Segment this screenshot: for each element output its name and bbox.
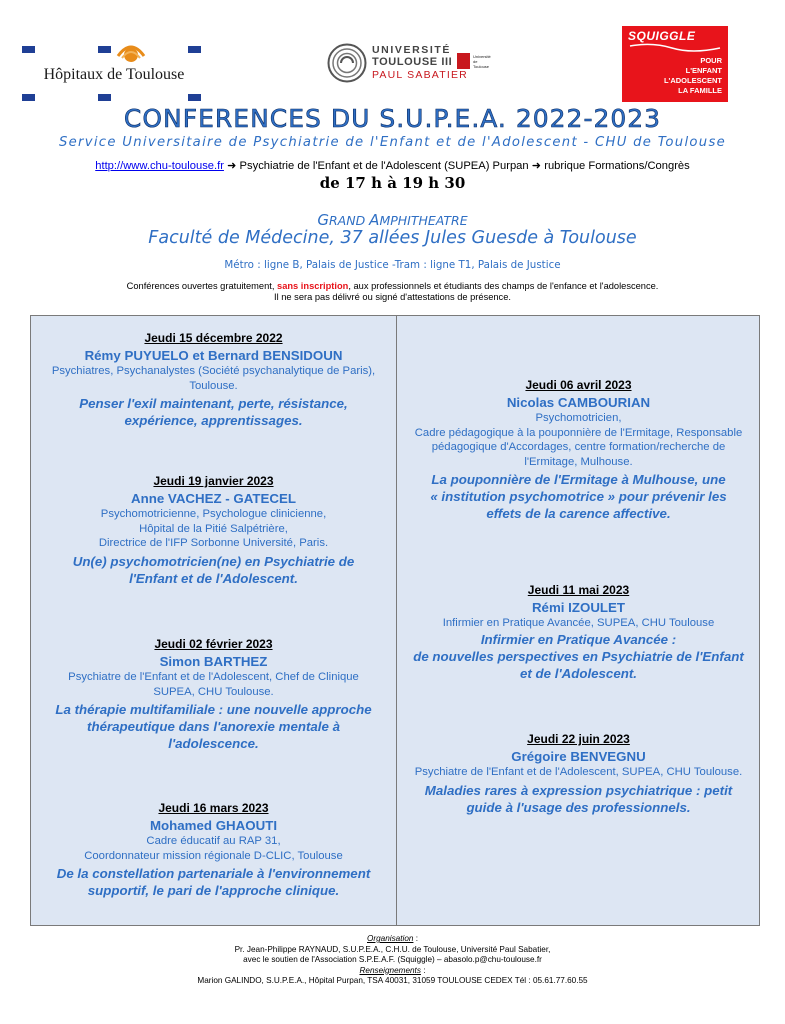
universite-line1: UNIVERSITÉ xyxy=(372,44,452,56)
event-title: et de l'Adolescent. xyxy=(520,665,637,681)
room-rest: RAND xyxy=(328,213,370,228)
university-seal-icon xyxy=(327,43,367,83)
hopitaux-logo-text: Hôpitaux de Toulouse xyxy=(43,66,185,83)
organisation-line: avec le soutien de l'Association S.P.E.A.F. (Squiggle) – abasolo.p@chu-toulouse.fr xyxy=(243,955,542,964)
event-title: Un(e) psychomotricien(ne) en Psychiatrie de xyxy=(72,553,355,569)
event-title: Penser l'exil maintenant, perte, résistance, xyxy=(79,396,348,411)
event-date: Jeudi 11 mai 2023 xyxy=(527,583,630,597)
event-speaker: Simon BARTHEZ xyxy=(159,654,268,669)
logo-square-icon xyxy=(22,46,35,53)
event-role: Psychomotricien, xyxy=(535,412,622,424)
event-role: SUPEA, CHU Toulouse. xyxy=(153,685,274,698)
hopitaux-de-toulouse-logo xyxy=(18,38,210,104)
event-role: Psychiatres, Psychanalystes (Société psychanalytique de Paris), xyxy=(51,365,376,377)
event-title: La pouponnière de l'Ermitage à Mulhouse, une xyxy=(431,472,726,487)
path-part2: rubrique Formations/Congrès xyxy=(541,160,690,172)
conference-hours: de 17 h à 19 h 30 xyxy=(319,174,466,192)
logo-square-icon xyxy=(98,94,111,101)
universite-line2: TOULOUSE III xyxy=(372,56,453,68)
event-title: expérience, apprentissages. xyxy=(124,413,303,428)
event-speaker: Grégoire BENVEGNU xyxy=(511,749,646,764)
event-speaker: Rémi IZOULET xyxy=(531,600,626,615)
event-title: effets de la carence affective. xyxy=(486,506,671,521)
note-highlight: sans inscription xyxy=(277,281,349,291)
metro-info: Métro : ligne B, Palais de Justice -Tram : ligne T1, Palais de Justice xyxy=(224,259,561,271)
contact-line: Marion GALINDO, S.U.P.E.A., Hôpital Purpan, TSA 40031, 31059 TOULOUSE CEDEX Tél : 05.61.77.60.55 xyxy=(197,976,588,985)
event-title: « institution psychomotrice » pour prévenir les xyxy=(430,489,727,504)
event-title: supportif, le pari de l'approche clinique. xyxy=(87,883,340,898)
venue-room xyxy=(0,211,785,229)
squiggle-title: SQUIGGLE xyxy=(628,29,696,43)
squiggle-logo xyxy=(622,26,728,102)
logo-square-icon xyxy=(188,94,201,101)
logo-square-icon xyxy=(98,46,111,53)
event-speaker: Anne VACHEZ - GATECEL xyxy=(131,491,296,506)
note-line2: Il ne sera pas délivré ou signé d'attestations de présence. xyxy=(274,292,511,302)
access-note xyxy=(0,281,785,303)
event-card xyxy=(397,583,760,682)
event-card xyxy=(31,331,396,429)
event-role: l'Ermitage, Mulhouse. xyxy=(524,455,633,468)
squiggle-tagline xyxy=(664,56,722,96)
event-role: Toulouse. xyxy=(189,379,238,392)
event-title: l'Enfant et de l'Adolescent. xyxy=(129,570,298,586)
event-speaker: Mohamed GHAOUTI xyxy=(149,818,278,833)
universite-toulouse-logo xyxy=(327,43,491,85)
event-role: Psychiatre de l'Enfant et de l'Adolescent, SUPEA, CHU Toulouse. xyxy=(414,766,743,778)
university-crest-icon xyxy=(457,53,470,69)
page-title: CONFERENCES DU S.U.P.E.A. 2022-2023 xyxy=(123,104,662,133)
event-role: Infirmier en Pratique Avancée, SUPEA, CHU Toulouse xyxy=(442,617,715,629)
path-part1: Psychiatrie de l'Enfant et de l'Adolescent (SUPEA) Purpan xyxy=(236,160,532,172)
event-card xyxy=(31,801,396,899)
event-title: Infirmier en Pratique Avancée : xyxy=(480,631,677,647)
event-date: Jeudi 22 juin 2023 xyxy=(527,732,630,746)
logo-square-icon xyxy=(188,46,201,53)
squiggle-tag-line: POUR xyxy=(700,56,722,65)
event-card xyxy=(31,474,396,587)
right-arrow-icon: ➜ xyxy=(531,160,542,172)
logo-square-icon xyxy=(22,94,35,101)
event-title: La thérapie multifamiliale : une nouvelle approche xyxy=(55,702,372,717)
event-role: Coordonnateur mission régionale D-CLIC, Toulouse xyxy=(84,849,343,862)
renseignements-label: Renseignements xyxy=(359,965,421,975)
venue-address: Faculté de Médecine, 37 allées Jules Guesde à Toulouse xyxy=(148,228,637,248)
right-arrow-icon: ➜ xyxy=(227,160,237,172)
squiggle-tag-line: L'ADOLESCENT xyxy=(663,76,722,85)
event-title: de nouvelles perspectives en Psychiatrie de l'Enfant xyxy=(413,648,744,664)
website-path xyxy=(0,159,785,172)
universite-line3: PAUL SABATIER xyxy=(372,69,468,81)
label-suffix: : xyxy=(413,934,418,943)
university-crest-text: Université de Toulouse xyxy=(473,54,491,69)
event-title: De la constellation partenariale à l'environnement xyxy=(56,866,371,881)
event-title: l'adolescence. xyxy=(168,736,259,751)
event-title: Maladies rares à expression psychiatrique : petit xyxy=(424,782,733,798)
event-date: Jeudi 02 février 2023 xyxy=(154,637,273,651)
room-initial: G xyxy=(317,211,329,229)
event-title: thérapeutique dans l'anorexie mentale à xyxy=(87,719,340,734)
event-date: Jeudi 16 mars 2023 xyxy=(158,801,269,815)
event-card xyxy=(397,378,760,522)
event-card xyxy=(31,637,396,752)
sun-emblem-icon xyxy=(114,42,148,64)
event-role: pédagogique d'Accordages, centre formation/recherche de xyxy=(431,441,726,453)
event-role: Cadre pédagogique à la pouponnière de l'Ermitage, Responsable xyxy=(414,426,743,439)
squiggle-tag-line: L'ENFANT xyxy=(685,66,722,75)
organisation-line: Pr. Jean-Philippe RAYNAUD, S.U.P.E.A., C.H.U. de Toulouse, Université Paul Sabatier, xyxy=(234,944,551,954)
label-suffix: : xyxy=(420,965,426,975)
note-text: Conférences ouvertes gratuitement, xyxy=(126,281,278,291)
chu-website-link[interactable]: http://www.chu-toulouse.fr xyxy=(95,160,224,172)
event-role: Hôpital de la Pitié Salpétrière, xyxy=(139,522,288,535)
event-date: Jeudi 19 janvier 2023 xyxy=(153,474,274,488)
event-date: Jeudi 15 décembre 2022 xyxy=(144,331,283,345)
room-rest: MPHITHEATRE xyxy=(379,213,468,228)
event-role: Psychiatre de l'Enfant et de l'Adolescent, Chef de Clinique xyxy=(68,671,359,683)
event-title: guide à l'usage des professionnels. xyxy=(466,799,691,815)
event-role: Psychomotricienne, Psychologue clinicienne, xyxy=(100,508,327,520)
organisation-label: Organisation xyxy=(367,934,414,943)
event-role: Directrice de l'IFP Sorbonne Université, Paris. xyxy=(98,537,329,549)
event-card xyxy=(397,732,760,816)
event-speaker: Nicolas CAMBOURIAN xyxy=(506,395,651,410)
event-role: Cadre éducatif au RAP 31, xyxy=(146,835,281,847)
event-speaker: Rémy PUYUELO et Bernard BENSIDOUN xyxy=(84,348,343,363)
program-box xyxy=(30,315,760,926)
note-text: , aux professionnels et étudiants des champs de l'enfance et l'adolescence. xyxy=(348,281,659,291)
event-date: Jeudi 06 avril 2023 xyxy=(525,378,632,392)
squiggle-tag-line: LA FAMILLE xyxy=(678,86,722,95)
page-subtitle: Service Universitaire de Psychiatrie de l'Enfant et de l'Adolescent - CHU de Toulouse xyxy=(58,135,727,150)
room-initial: A xyxy=(369,211,380,229)
footer xyxy=(0,934,785,987)
